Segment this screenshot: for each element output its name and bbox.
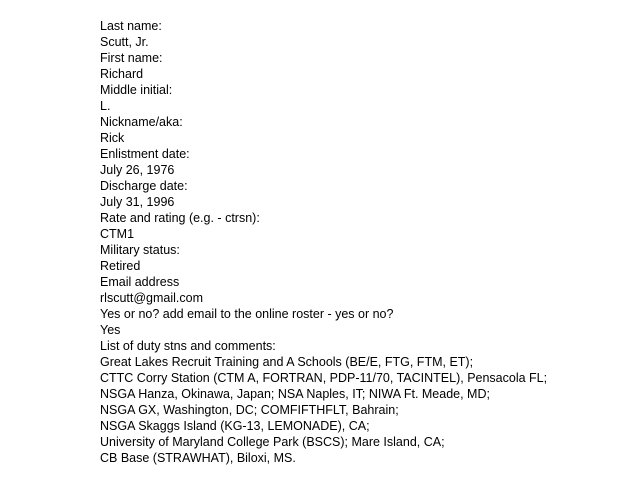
rate-value: CTM1 <box>100 227 135 241</box>
roster-value: Yes <box>100 323 121 337</box>
enlistment-date-value: July 26, 1976 <box>100 163 175 177</box>
military-status-label: Military status: <box>100 243 180 257</box>
discharge-date-label: Discharge date: <box>100 179 188 193</box>
email-value: rlscutt@gmail.com <box>100 291 203 305</box>
last-name-label: Last name: <box>100 19 162 33</box>
enlistment-date-label: Enlistment date: <box>100 147 190 161</box>
nickname-label: Nickname/aka: <box>100 115 183 129</box>
duty-station-line: Great Lakes Recruit Training and A Schools (BE/E, FTG, FTM, ET); <box>100 355 474 369</box>
middle-initial-value: L. <box>100 99 111 113</box>
duty-station-line: University of Maryland College Park (BSCS); Mare Island, CA; <box>100 435 445 449</box>
middle-initial-label: Middle initial: <box>100 83 173 97</box>
military-status-value: Retired <box>100 259 141 273</box>
first-name-value: Richard <box>100 67 144 81</box>
nickname-value: Rick <box>100 131 125 145</box>
duty-station-line: CB Base (STRAWHAT), Biloxi, MS. <box>100 451 296 465</box>
member-record <box>100 18 547 466</box>
roster-label: Yes or no? add email to the online roster - yes or no? <box>100 307 394 321</box>
duty-station-line: NSGA Skaggs Island (KG-13, LEMONADE), CA; <box>100 419 370 433</box>
duty-station-line: CTTC Corry Station (CTM A, FORTRAN, PDP-11/70, TACINTEL), Pensacola FL; <box>100 371 548 385</box>
discharge-date-value: July 31, 1996 <box>100 195 175 209</box>
duty-station-line: NSGA Hanza, Okinawa, Japan; NSA Naples, IT; NIWA Ft. Meade, MD; <box>100 387 490 401</box>
first-name-label: First name: <box>100 51 163 65</box>
rate-label: Rate and rating (e.g. - ctrsn): <box>100 211 260 225</box>
duty-station-line: NSGA GX, Washington, DC; COMFIFTHFLT, Bahrain; <box>100 403 399 417</box>
email-label: Email address <box>100 275 180 289</box>
last-name-value: Scutt, Jr. <box>100 35 149 49</box>
duty-stations-label: List of duty stns and comments: <box>100 339 276 353</box>
